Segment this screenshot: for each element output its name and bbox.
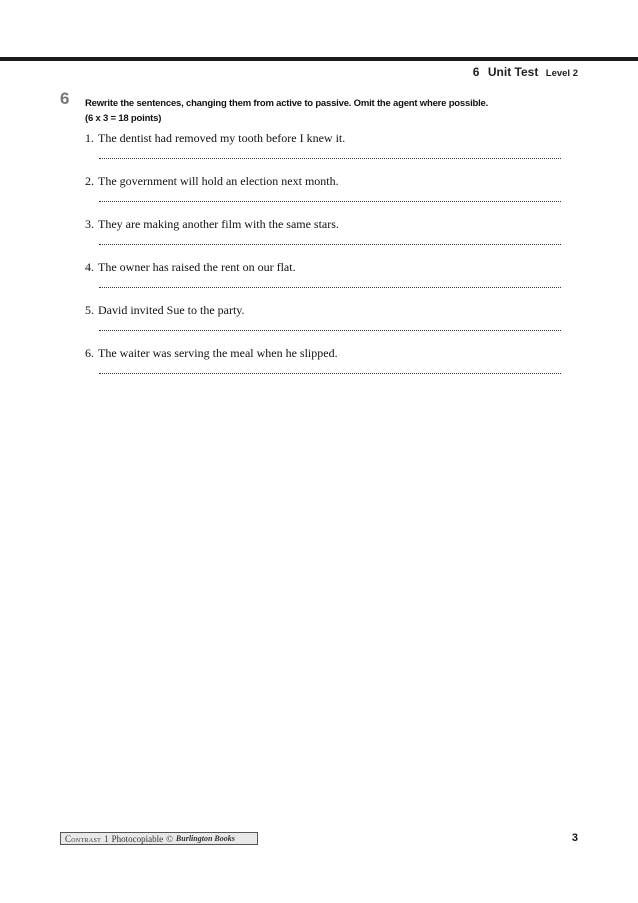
exercise-number: 6 [60,89,70,108]
footer-credit [60,832,258,845]
question-item [85,303,565,346]
question-text: The dentist had removed my tooth before I knew it. [98,131,346,145]
publisher-logo: Burlington Books [175,834,235,843]
question-number: 1. [85,131,94,145]
question-text: The owner has raised the rent on our flat. [98,260,296,274]
copyright-symbol: © [166,833,173,844]
page-header [473,63,578,81]
answer-line[interactable] [99,329,561,331]
series-level: 1 [104,833,109,844]
page-number: 3 [571,832,578,844]
question-number: 3. [85,217,94,231]
answer-line[interactable] [99,372,561,374]
exercise-instructions [85,96,555,126]
instruction-text: Rewrite the sentences, changing them from active to passive. Omit the agent where possible. [85,98,489,109]
question-text: The waiter was serving the meal when he slipped. [98,346,338,360]
question-list [85,131,565,389]
photocopiable-label: Photocopiable [111,833,164,844]
question-text: The government will hold an election next month. [98,174,339,188]
question-number: 4. [85,260,94,274]
level-label: Level 2 [545,68,578,79]
question-number: 5. [85,303,94,317]
question-item [85,260,565,303]
question-item [85,217,565,260]
series-name: Contrast [65,833,102,844]
top-rule [0,57,638,61]
question-item [85,346,565,389]
question-text: David invited Sue to the party. [98,303,245,317]
question-item [85,131,565,174]
unit-number: 6 [472,65,480,79]
question-number: 2. [85,174,94,188]
question-text: They are making another film with the same stars. [98,217,339,231]
answer-line[interactable] [99,157,561,159]
question-item [85,174,565,217]
answer-line[interactable] [99,243,561,245]
question-number: 6. [85,346,94,360]
unit-label: Unit Test [487,65,539,79]
answer-line[interactable] [99,286,561,288]
answer-line[interactable] [99,200,561,202]
points-text: (6 x 3 = 18 points) [85,113,162,124]
